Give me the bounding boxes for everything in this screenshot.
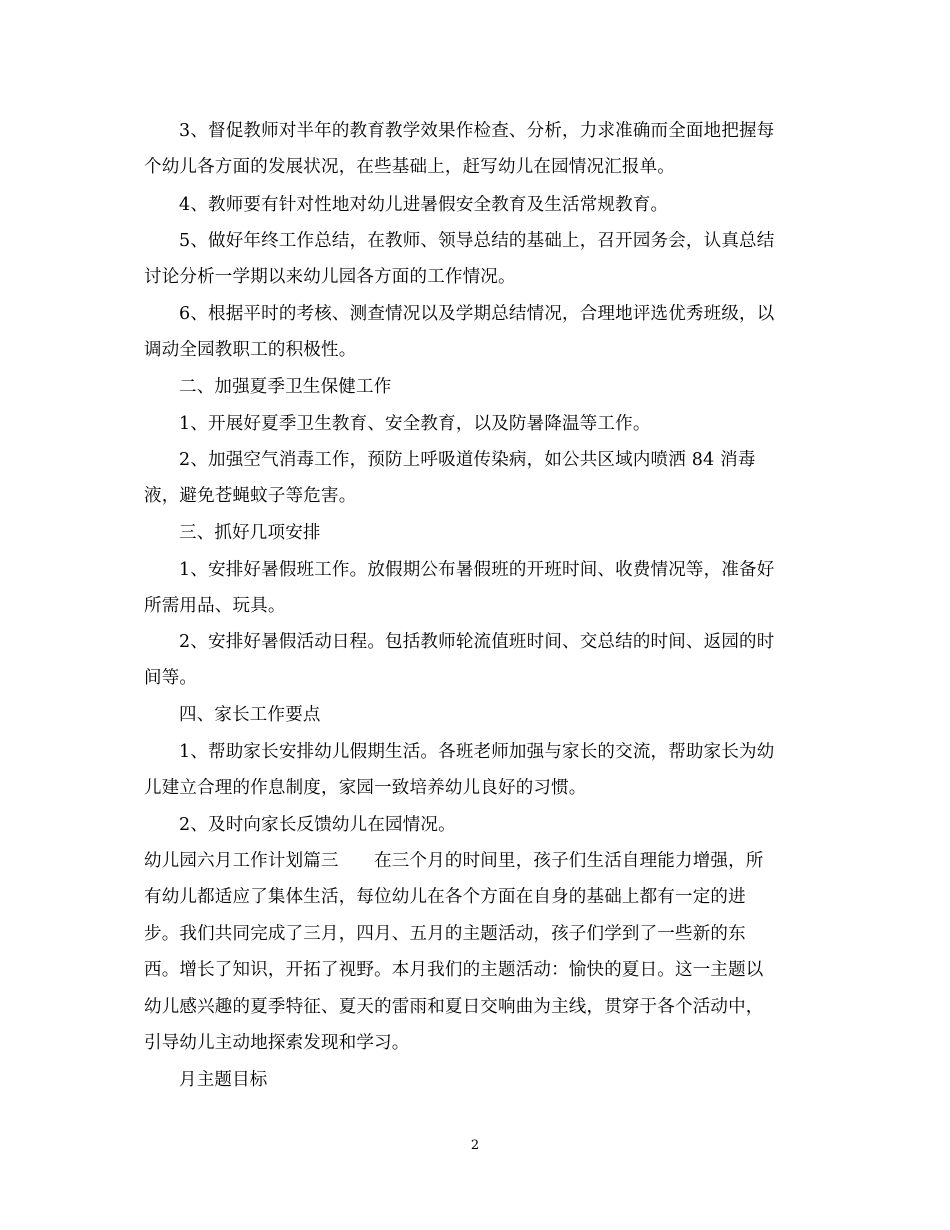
text-line: 1、帮助家长安排幼儿假期生活。各班老师加强与家长的交流，帮助家长为幼 xyxy=(179,742,775,762)
page-number: 2 xyxy=(470,1138,480,1153)
text-line: 2、加强空气消毒工作，预防上呼吸道传染病，如公共区域内喷洒 84 消毒 xyxy=(179,450,756,470)
text-line: 幼儿感兴趣的夏季特征、夏天的雷雨和夏日交响曲为主线，贯穿于各个活动中， xyxy=(144,997,764,1017)
text-line: 5、做好年终工作总结，在教师、领导总结的基础上，召开园务会，认真总结 xyxy=(179,231,775,251)
text-line: 有幼儿都适应了集体生活，每位幼儿在各个方面在自身的基础上都有一定的进 xyxy=(144,887,746,907)
text-line: 调动全园教职工的积极性。 xyxy=(144,340,357,360)
text-line: 4、教师要有针对性地对幼儿进暑假安全教育及生活常规教育。 xyxy=(179,195,669,215)
text-line: 2、安排好暑假活动日程。包括教师轮流值班时间、交总结的时间、返园的时 xyxy=(179,632,775,652)
text-line: 讨论分析一学期以来幼儿园各方面的工作情况。 xyxy=(144,267,516,287)
section-heading: 三、抓好几项安排 xyxy=(179,523,321,543)
text-line: 个幼儿各方面的发展状况，在些基础上，赶写幼儿在园情况汇报单。 xyxy=(144,157,675,177)
text-line: 儿建立合理的作息制度，家园一致培养幼儿良好的习惯。 xyxy=(144,778,587,798)
section-heading: 二、加强夏季卫生保健工作 xyxy=(179,377,392,397)
text-line: 液，避免苍蝇蚊子等危害。 xyxy=(144,486,357,506)
text-line: 1、开展好夏季卫生教育、安全教育，以及防暑降温等工作。 xyxy=(179,414,651,434)
text-line: 西。增长了知识，开拓了视野。本月我们的主题活动：愉快的夏日。这一主题以 xyxy=(144,960,764,980)
section-heading: 四、家长工作要点 xyxy=(179,705,321,725)
text-line: 6、根据平时的考核、测查情况以及学期总结情况，合理地评选优秀班级，以 xyxy=(179,304,775,324)
text-line: 2、及时向家长反馈幼儿在园情况。 xyxy=(179,815,456,835)
text-line: 间等。 xyxy=(144,668,198,688)
text-line: 引导幼儿主动地探索发现和学习。 xyxy=(144,1033,410,1053)
text-line: 步。我们共同完成了三月，四月、五月的主题活动，孩子们学到了一些新的东 xyxy=(144,924,746,944)
text-line: 3、督促教师对半年的教育教学效果作检查、分析，力求准确而全面地把握每 xyxy=(179,121,775,141)
text-line: 所需用品、玩具。 xyxy=(144,596,286,616)
section-heading: 月主题目标 xyxy=(179,1070,268,1090)
text-line: 1、安排好暑假班工作。放假期公布暑假班的开班时间、收费情况等，准备好 xyxy=(179,560,775,580)
text-line: 幼儿园六月工作计划篇三 在三个月的时间里，孩子们生活自理能力增强，所 xyxy=(144,851,764,871)
